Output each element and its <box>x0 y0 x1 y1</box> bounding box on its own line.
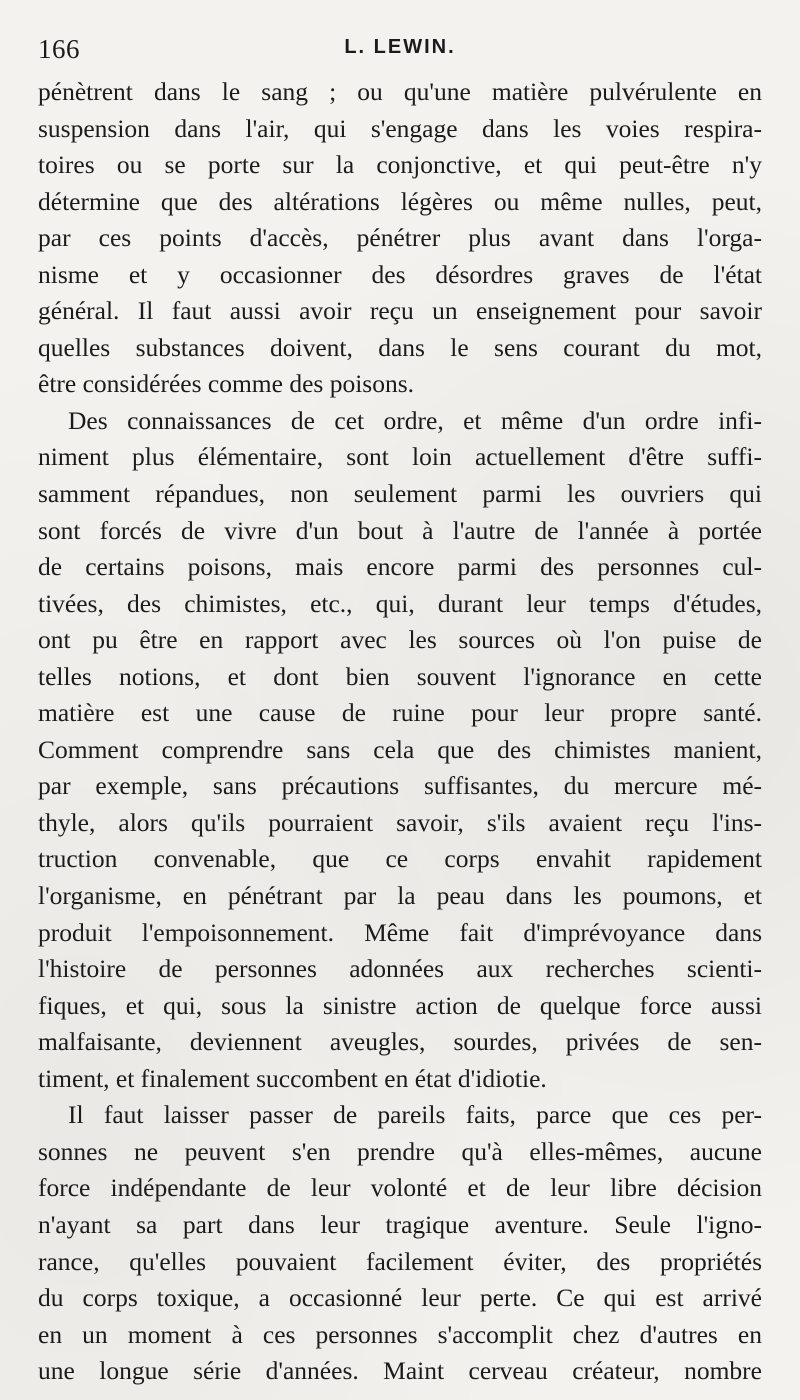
text-line: produit l'empoisonnement. Même fait d'imprévoyance dans <box>38 917 762 947</box>
text-line: fiques, et qui, sous la sinistre action de quelque force aussi <box>38 990 762 1020</box>
text-line: samment répandues, non seulement parmi les ouvriers qui <box>38 479 762 509</box>
text-line: par exemple, sans précautions suffisantes, du mercure mé- <box>38 771 762 801</box>
text-line: thyle, alors qu'ils pourraient savoir, s'ils avaient reçu l'ins- <box>38 807 762 837</box>
text-line: rance, qu'elles pouvaient facilement éviter, des propriétés <box>38 1246 762 1276</box>
page-number: 166 <box>38 34 80 64</box>
text-line: Comment comprendre sans cela que des chimistes manient, <box>38 734 762 764</box>
text-line: suspension dans l'air, qui s'engage dans les voies respira- <box>38 113 762 143</box>
text-line: par ces points d'accès, pénétrer plus avant dans l'orga- <box>38 223 762 253</box>
text-line: détermine que des altérations légères ou même nulles, peut, <box>38 186 762 216</box>
text-line: Il faut laisser passer de pareils faits, parce que ces per- <box>68 1100 762 1130</box>
text-line: tivées, des chimistes, etc., qui, durant leur temps d'études, <box>38 588 762 618</box>
text-line: matière est une cause de ruine pour leur propre santé. <box>38 698 762 728</box>
text-line: ont pu être en rapport avec les sources où l'on puise de <box>38 625 762 655</box>
text-line: général. Il faut aussi avoir reçu un enseignement pour savoir <box>38 296 762 326</box>
text-line: truction convenable, que ce corps envahit rapidement <box>38 844 762 874</box>
running-title: L. LEWIN. <box>344 36 456 58</box>
text-line: Des connaissances de cet ordre, et même d'un ordre infi- <box>68 405 762 435</box>
text-line: quelles substances doivent, dans le sens courant du mot, <box>38 332 762 362</box>
text-line: du corps toxique, a occasionné leur perte. Ce qui est arrivé <box>38 1283 762 1313</box>
text-line: niment plus élémentaire, sont loin actuellement d'être suffi- <box>38 442 762 472</box>
text-line: de certains poisons, mais encore parmi des personnes cul- <box>38 552 762 582</box>
text-line: nisme et y occasionner des désordres graves de l'état <box>38 259 762 289</box>
text-line: timent, et finalement succombent en état d'idiotie. <box>38 1063 547 1093</box>
text-line: pénètrent dans le sang ; ou qu'une matière pulvérulente en <box>38 77 762 106</box>
text-line: sonnes ne peuvent s'en prendre qu'à elles-mêmes, aucune <box>38 1136 762 1166</box>
text-line: l'histoire de personnes adonnées aux recherches scienti- <box>38 954 762 984</box>
text-line: force indépendante de leur volonté et de leur libre décision <box>38 1173 762 1203</box>
body-text <box>38 74 762 1390</box>
running-head <box>38 26 762 76</box>
text-line: sont forcés de vivre d'un bout à l'autre de l'année à portée <box>38 515 762 545</box>
text-line: toires ou se porte sur la conjonctive, et qui peut-être n'y <box>38 150 762 180</box>
text-line: telles notions, et dont bien souvent l'ignorance en cette <box>38 661 762 691</box>
text-line: une longue série d'années. Maint cerveau créateur, nombre <box>38 1356 762 1386</box>
text-line: l'organisme, en pénétrant par la peau dans les poumons, et <box>38 881 762 911</box>
text-line: être considérées comme des poisons. <box>38 369 415 399</box>
text-line: en un moment à ces personnes s'accomplit chez d'autres en <box>38 1319 762 1349</box>
text-line: malfaisante, deviennent aveugles, sourdes, privées de sen- <box>38 1027 762 1057</box>
text-line: n'ayant sa part dans leur tragique aventure. Seule l'igno- <box>38 1209 762 1239</box>
